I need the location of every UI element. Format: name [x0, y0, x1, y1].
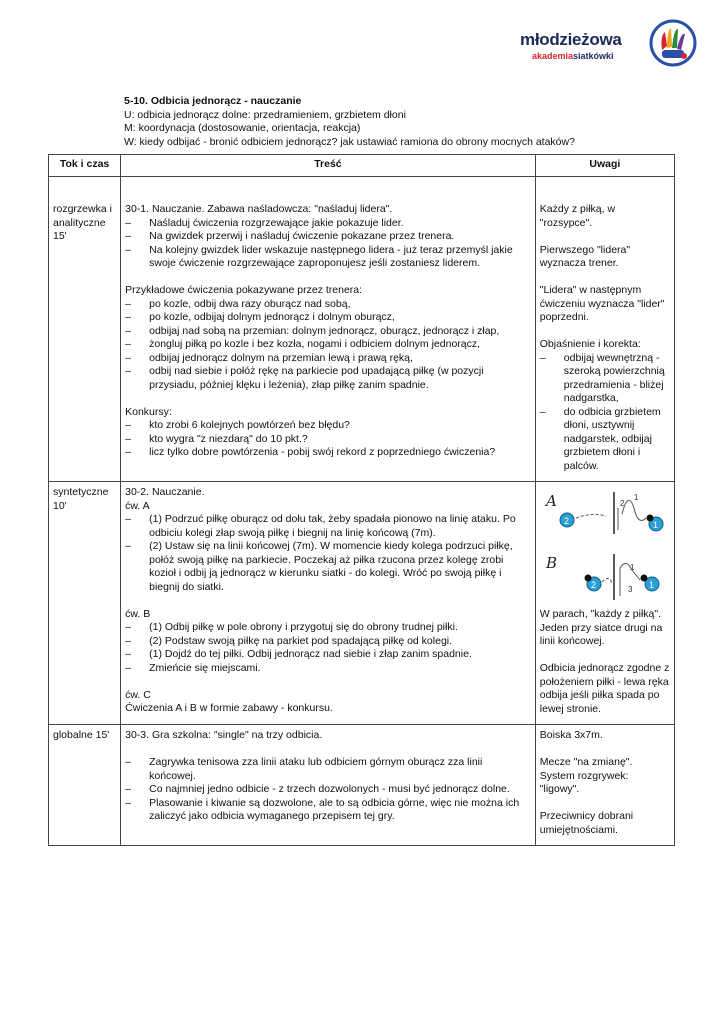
- row1-list2: [125, 298, 531, 393]
- lesson-header: [124, 95, 624, 149]
- list-item: – Zmieńcie się miejscami.: [125, 662, 531, 676]
- diagram-num: 2: [619, 499, 625, 508]
- row3-title: 30-3. Gra szkolna: "single" na trzy odbicia.: [125, 729, 323, 741]
- note: Pierwszego "lidera" wyznacza trener.: [539, 243, 631, 269]
- list-item: – licz tylko dobre powtórzenia - pobij swój rekord z poprzedniego ćwiczenia?: [125, 446, 531, 460]
- lesson-w: W: kiedy odbijać - bronić odbiciem jednorącz? jak ustawiać ramiona do obrony mocnych ataków?: [124, 135, 575, 148]
- logo: [520, 18, 710, 70]
- note: Każdy z piłką, w "rozsypce".: [539, 203, 616, 229]
- row2-content: [121, 482, 535, 724]
- row2-c-label: ćw. C: [125, 688, 151, 701]
- arrow-path: [619, 499, 646, 520]
- table-row: [49, 482, 675, 725]
- col-header-uwagi: Uwagi: [535, 155, 674, 177]
- lesson-u: U: odbicia jednorącz dolne: przedramieniem, grzbietem dłoni: [124, 108, 406, 121]
- row2-c-text: Ćwiczenia A i B w formie zabawy - konkursu.: [125, 702, 333, 714]
- row1-title: 30-1. Nauczanie. Zabawa naśladowcza: "naśladuj lidera".: [125, 203, 393, 215]
- list-item: – kto zrobi 6 kolejnych powtórzeń bez błędu?: [125, 419, 531, 433]
- row2-title: 30-2. Nauczanie.: [125, 486, 205, 498]
- lesson-table: [48, 154, 675, 846]
- col-header-tok: Tok i czas: [49, 155, 121, 177]
- logo-title: młodzieżowa: [520, 30, 622, 49]
- col-header-tresc: Treść: [121, 155, 536, 177]
- list-item: – Zagrywka tenisowa zza linii ataku lub odbiciem górnym oburącz zza linii końcowej.: [125, 756, 531, 783]
- note: "Lidera" w następnym ćwiczeniu wyznacza "lider" poprzedni.: [539, 284, 665, 323]
- list-item: – (2) Ustaw się na linii końcowej (7m). W momencie kiedy kolega podrzuci piłkę, połóż swoją piłkę na parkiecie. Poczekaj aż piłka rzucona przez kolegę zrobi kozioł i odbij ją jednorącz w kierunku siatki - do kolegi. Wróć po swoją piłkę i biegnij do siatki.: [125, 540, 531, 594]
- row2-notes: [536, 482, 674, 724]
- list-item: – do odbicia grzbietem dłoni, usztywnij nadgarstek, odbijaj grzbietem dłoni i palców.: [540, 406, 670, 474]
- row3-content: [121, 725, 535, 832]
- diagram-num: 1: [629, 563, 635, 572]
- note: Odbicia jednorącz zgodne z położeniem piłki - lewa ręka odbija jeśli piłka spada po lewej stronie.: [539, 662, 670, 715]
- player-icon: [640, 575, 647, 582]
- diagram-num: 2: [563, 516, 569, 526]
- list-item: – Co najmniej jedno odbicie - z trzech dozwolonych - musi być jednorącz dolne.: [125, 783, 531, 797]
- note: Mecze "na zmianę". System rozgrywek: "ligowy".: [539, 756, 633, 795]
- list-item: – odbijaj nad sobą na przemian: dolnym jednorącz, oburącz, jednorącz i złap,: [125, 325, 531, 339]
- row3-tok: globalne 15': [53, 729, 110, 741]
- list-item: – (1) Odbij piłkę w pole obrony i przygotuj się do obrony trudnej piłki.: [125, 621, 531, 635]
- note: Objaśnienie i korekta:: [539, 338, 641, 350]
- diagram-num: 1: [633, 493, 639, 502]
- list-item: – kto wygra "z niezdarą" do 10 pkt.?: [125, 433, 531, 447]
- table-row: [49, 725, 675, 846]
- note: Boiska 3x7m.: [539, 729, 603, 741]
- row1-list3: [125, 419, 531, 460]
- row2-a-label: ćw. A: [125, 499, 150, 512]
- row1-notes: [536, 177, 674, 481]
- logo-subtitle: akademiasiatkówki: [532, 51, 614, 61]
- drill-diagram: [540, 488, 670, 604]
- row2-tok: syntetyczne 10': [53, 486, 109, 512]
- row1-sub2: Przykładowe ćwiczenia pokazywane przez trenera:: [125, 284, 363, 296]
- list-item: – (2) Podstaw swoją piłkę na parkiet pod spadającą piłkę od kolegi.: [125, 635, 531, 649]
- diagram-label-b: B: [545, 554, 557, 572]
- row1-content: [121, 177, 535, 468]
- row3-notes: [536, 725, 674, 845]
- table-row: [49, 177, 675, 482]
- list-item: – żongluj piłką po kozle i bez kozła, nogami i odbiciem dolnym jednorącz,: [125, 338, 531, 352]
- list-item: – (1) Podrzuć piłkę oburącz od dołu tak, żeby spadała pionowo na linię ataku. Po odbiciu kolegi złap swoją piłkę i biegnij na linię końcową (7m).: [125, 513, 531, 540]
- list-item: – po kozle, odbijaj dolnym jednorącz i dolnym oburącz,: [125, 311, 531, 325]
- lesson-m: M: koordynacja (dostosowanie, orientacja, reakcja): [124, 122, 361, 134]
- list-item: – Na kolejny gwizdek lider wskazuje następnego lidera - już teraz przemyśl jakie swoje ćwiczenie rozgrzewające zaproponujesz jeśli zostaniesz liderem.: [125, 244, 531, 271]
- table-header-row: [49, 155, 675, 177]
- list-item: – po kozle, odbij dwa razy oburącz nad sobą,: [125, 298, 531, 312]
- list-item: – Plasowanie i kiwanie są dozwolone, ale to są odbicia górne, więc nie można ich zaliczyć jako odbicia wymaganego przepisem tej gry.: [125, 797, 531, 824]
- diagram-num: 1: [648, 580, 654, 590]
- list-item: – odbijaj jednorącz dolnym na przemian lewą i prawą ręką,: [125, 352, 531, 366]
- row1-list1: [125, 217, 531, 271]
- list-item: – (1) Dojdź do tej piłki. Odbij jednorącz nad siebie i złap zanim spadnie.: [125, 648, 531, 662]
- list-item: – Na gwizdek przerwij i naśladuj ćwiczenie pokazane przez trenera.: [125, 230, 531, 244]
- diagram-num: 3: [627, 585, 633, 594]
- note: W parach, "każdy z piłką". Jeden przy siatce drugi na linii końcowej.: [539, 608, 663, 647]
- list-item: – odbij nad siebie i połóż rękę na parkiecie pod upadającą piłkę (w pozycji przysiadu, później klęku i leżenia), złap piłkę zanim spadnie.: [125, 365, 531, 392]
- row1-sub3: Konkursy:: [125, 405, 172, 418]
- list-item: – Naśladuj ćwiczenia rozgrzewające jakie pokazuje lider.: [125, 217, 531, 231]
- diagram-num: 1: [652, 520, 658, 530]
- list-item: – odbijaj wewnętrzną - szeroką powierzchnią przedramienia - bliżej nadgarstka,: [540, 352, 670, 406]
- row1-tok: rozgrzewka i analityczne 15': [53, 203, 112, 242]
- diagram-label-a: A: [545, 492, 557, 510]
- logo-hands-icon: [648, 18, 698, 68]
- arrow-path: [576, 514, 606, 518]
- lesson-title: 5-10. Odbicia jednorącz - nauczanie: [124, 95, 302, 107]
- arrow-path: [602, 578, 612, 584]
- diagram-num: 2: [590, 580, 596, 590]
- row2-b-label: ćw. B: [125, 607, 151, 620]
- note: Przeciwnicy dobrani umiejętnościami.: [539, 810, 634, 836]
